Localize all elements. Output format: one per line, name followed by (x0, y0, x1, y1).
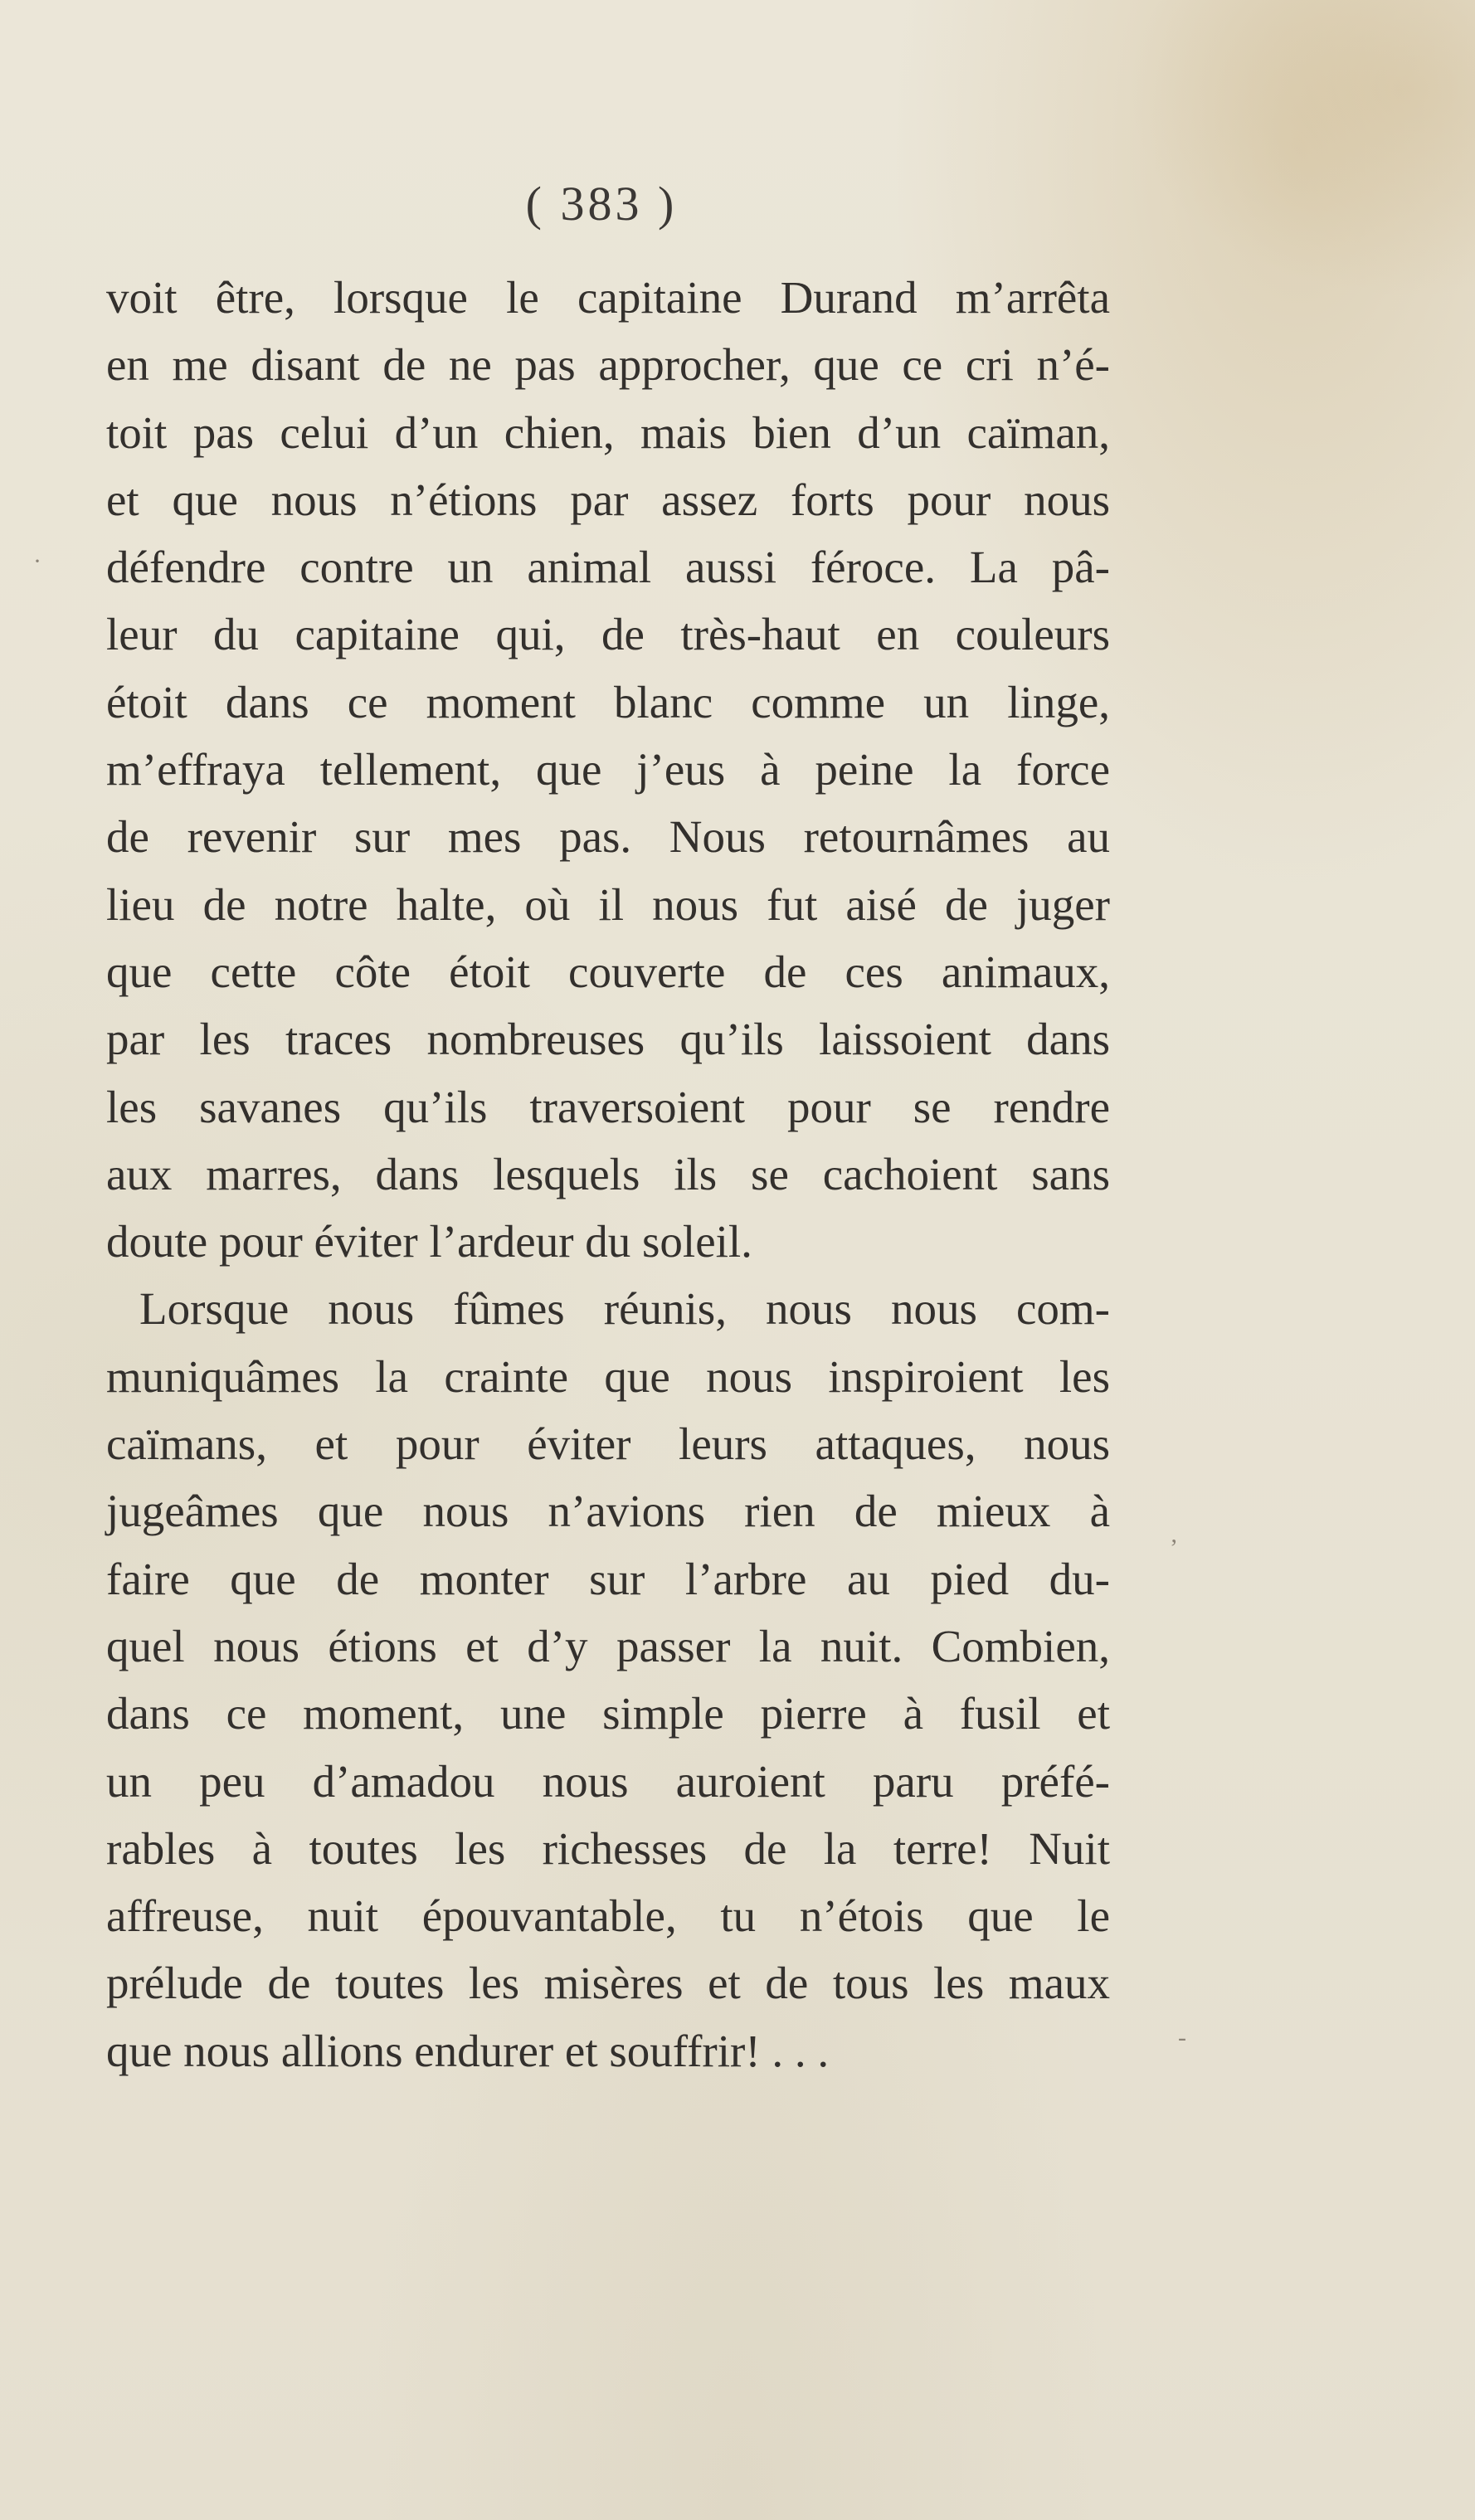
text-line: voit être, lorsque le capitaine Durand m’arrêta (106, 272, 1110, 323)
text-line: lieu de notre halte, où il nous fut aisé de juger (106, 878, 1110, 930)
paper-speck: - (1178, 2024, 1186, 2051)
text-line: aux marres, dans lesquels ils se cachoient sans (106, 1148, 1110, 1199)
text-line: défendre contre un animal aussi féroce. La pâ- (106, 542, 1110, 593)
text-line: m’effraya tellement, que j’eus à peine la force (106, 744, 1110, 795)
paper-speck: ʼ (1170, 1535, 1178, 1562)
page-number: ( 383 ) (525, 177, 678, 231)
text-line: jugeâmes que nous n’avions rien de mieux à (106, 1486, 1110, 1537)
text-line: faire que de monter sur l’arbre au pied du- (106, 1553, 1110, 1604)
paper-speck: · (33, 547, 41, 575)
text-line: et que nous n’étions par assez forts pour nous (106, 474, 1110, 525)
text-line: un peu d’amadou nous auroient paru préfé- (106, 1755, 1110, 1807)
text-line: quel nous étions et d’y passer la nuit. Combien, (106, 1620, 1110, 1671)
body-text (106, 264, 1110, 2085)
text-line: que cette côte étoit couverte de ces animaux, (106, 946, 1110, 997)
text-line: étoit dans ce moment blanc comme un linge, (106, 676, 1110, 727)
text-line: par les traces nombreuses qu’ils laissoient dans (106, 1014, 1110, 1065)
text-line: en me disant de ne pas approcher, que ce cri n’é- (106, 339, 1110, 391)
text-line: dans ce moment, une simple pierre à fusil et (106, 1688, 1110, 1739)
text-line: les savanes qu’ils traversoient pour se rendre (106, 1081, 1110, 1132)
text-line: doute pour éviter l’ardeur du soleil. (106, 1216, 752, 1267)
text-line: prélude de toutes les misères et de tous les maux (106, 1958, 1110, 2009)
text-line: de revenir sur mes pas. Nous retournâmes au (106, 811, 1110, 863)
text-line: caïmans, et pour éviter leurs attaques, nous (106, 1418, 1110, 1470)
text-line: rables à toutes les richesses de la terre! Nuit (106, 1822, 1110, 1874)
text-line: Lorsque nous fûmes réunis, nous nous com- (139, 1283, 1110, 1335)
text-line: muniquâmes la crainte que nous inspiroient les (106, 1350, 1110, 1402)
text-line: leur du capitaine qui, de très-haut en couleurs (106, 609, 1110, 660)
text-line: que nous allions endurer et souffrir! . . . (106, 2025, 830, 2076)
paper-stain (1127, 0, 1475, 299)
text-line: toit pas celui d’un chien, mais bien d’un caïman, (106, 406, 1110, 458)
text-line: affreuse, nuit épouvantable, tu n’étois que le (106, 1890, 1110, 1942)
